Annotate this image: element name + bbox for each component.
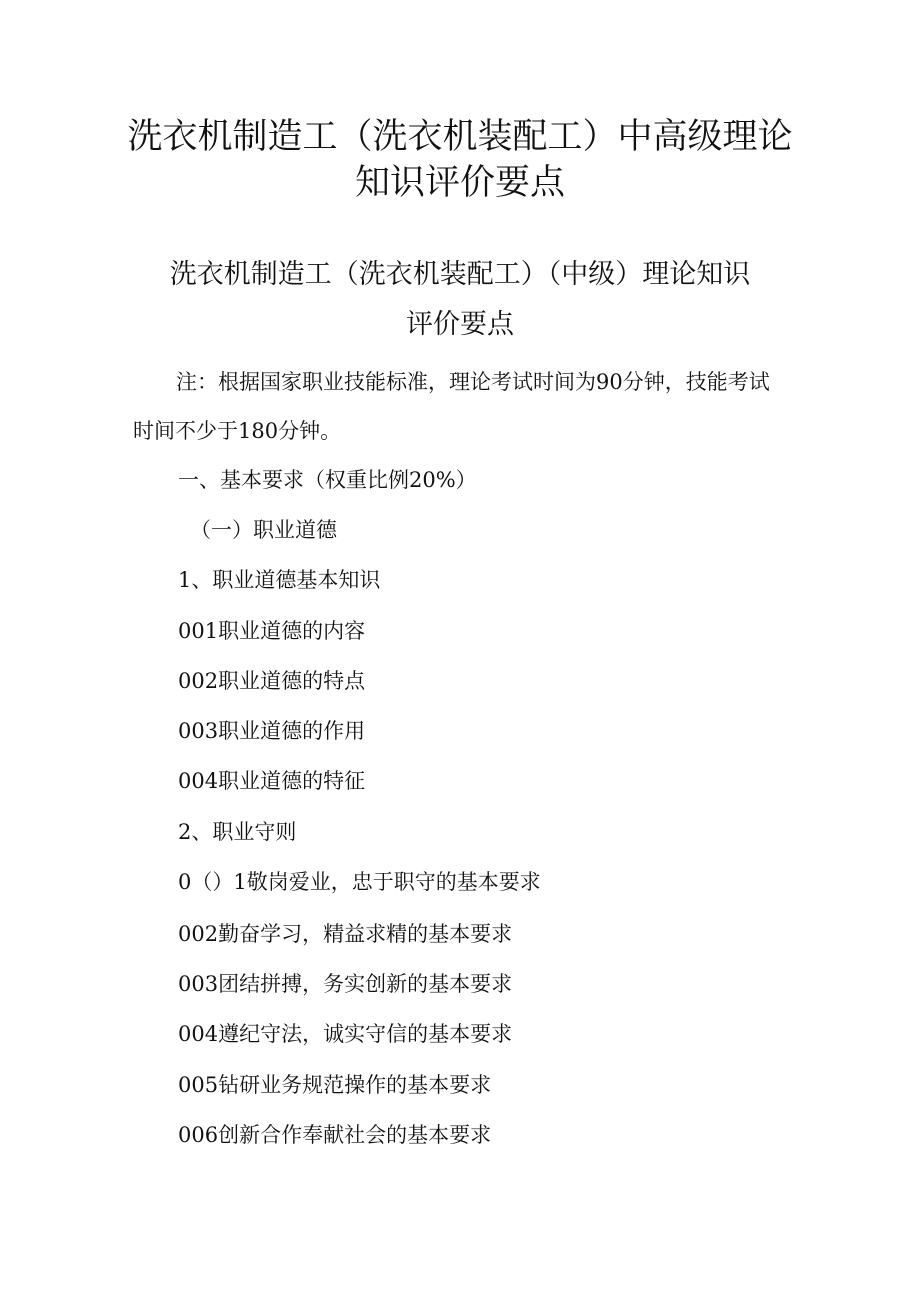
list-item: 006创新合作奉献社会的基本要求 xyxy=(178,1123,492,1147)
list-item: 003职业道德的作用 xyxy=(178,719,366,743)
list-item: 002勤奋学习，精益求精的基本要求 xyxy=(178,922,513,946)
main-title-line-2: 知识评价要点 xyxy=(354,163,565,203)
sub-title-line-2: 评价要点 xyxy=(406,309,514,340)
note-line-1: 注：根据国家职业技能标准，理论考试时间为90分钟，技能考试 xyxy=(176,370,770,394)
item-heading-1: 1、职业道德基本知识 xyxy=(178,568,381,592)
list-item: 004职业道德的特征 xyxy=(178,769,366,793)
note-line-2: 时间不少于180分钟。 xyxy=(133,419,342,443)
list-item: 003团结拼搏，务实创新的基本要求 xyxy=(178,972,513,996)
list-item: 001职业道德的内容 xyxy=(178,619,366,643)
subsection-heading: （一）职业道德 xyxy=(190,518,337,542)
item-heading-2: 2、职业守则 xyxy=(178,820,297,844)
list-item: 002职业道德的特点 xyxy=(178,669,366,693)
sub-title-line-1: 洗衣机制造工（洗衣机装配工）（中级）理论知识 xyxy=(169,259,751,290)
section-heading: 一、基本要求（权重比例20%） xyxy=(178,468,477,492)
list-item: 005钻研业务规范操作的基本要求 xyxy=(178,1073,492,1097)
main-title-line-1: 洗衣机制造工（洗衣机装配工）中高级理论 xyxy=(127,117,793,157)
list-item: 004遵纪守法，诚实守信的基本要求 xyxy=(178,1022,513,1046)
list-item: 0（）1敬岗爱业，忠于职守的基本要求 xyxy=(178,870,541,894)
